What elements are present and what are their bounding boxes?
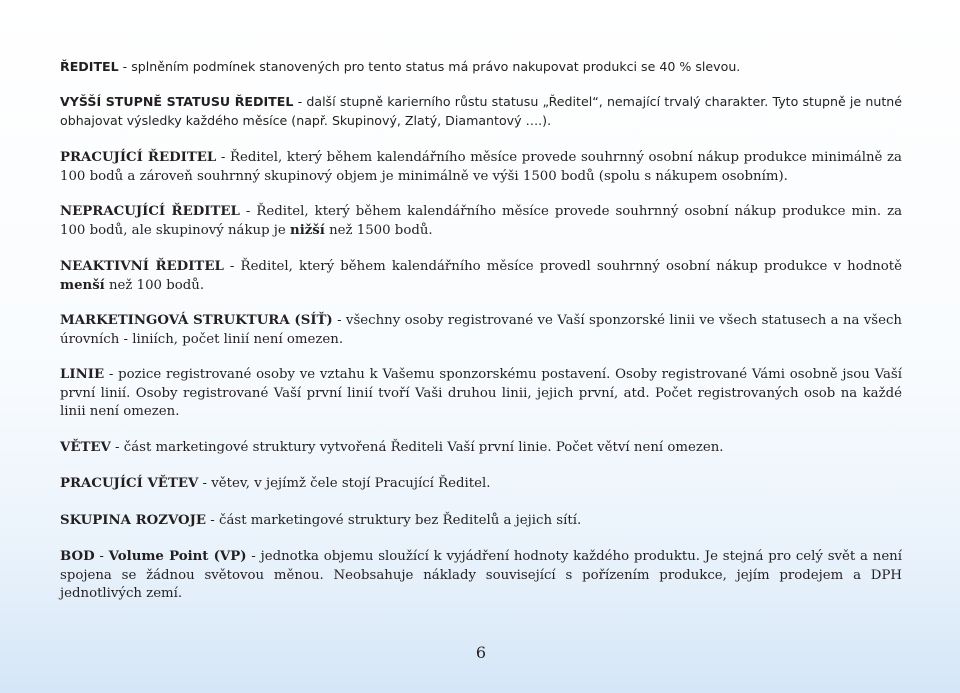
paragraph-marketingova-struktura [60,312,902,349]
definition-text: - pozice registrované osoby ve vztahu k Vašemu sponzorskému postavení. Osoby registrované Vámi osobně jsou Vaší první linií. Osoby registrované Vaší první linií tvoří Vaši druhou linii, jejich první, atd. Počet registrovaných osob na každé linii není omezen. [60,367,902,419]
page-number: 6 [475,643,487,662]
paragraph-bod [60,548,902,604]
document-page [60,0,902,693]
term-bold: nižší [290,222,325,238]
definition-text: - Ředitel, který během kalendářního měsíce provedl souhrnný osobní nákup produkce v hodnotě [223,259,902,274]
definition-text: - Ředitel, který během kalendářního měsíce provede souhrnný osobní nákup produkce min. za 100 bodů, ale skupinový nákup je [60,204,903,238]
term-bold: ŘEDITEL [60,59,119,74]
term-bold: menší [60,277,105,293]
paragraph-pracujici-vetev [60,475,902,494]
paragraph-linie [60,366,902,422]
definition-text: - splněním podmínek stanovených pro tento status má právo nakupovat produkci se 40 % slevou. [118,59,741,74]
definition-text: - všechny osoby registrované ve Vaší sponzorské linii ve všech statusech a na všech úrovních - liniích, počet linií není omezen. [60,313,902,347]
paragraph-pracujici-reditel [60,149,902,186]
paragraph-skupina-rozvoje [60,512,902,531]
term-bold: PRACUJÍCÍ ŘEDITEL [60,150,217,165]
definition-text: než 100 bodů. [104,277,205,293]
definition-text: než 1500 bodů. [324,222,433,238]
term-bold: Volume Point (VP) [108,549,247,564]
definition-text: - větev, v jejímž čele stojí Pracující Ředitel. [198,476,491,491]
paragraph-vyssi-stupne [60,93,902,130]
definition-text: - Ředitel, který během kalendářního měsíce provede souhrnný osobní nákup produkce minimálně za 100 bodů a zároveň souhrnný skupinový objem je minimálně ve výši 1500 bodů (spolu s nákupem osobním). [60,150,902,184]
definition-text: - [94,549,109,564]
paragraph-nepracujici-reditel [60,203,902,240]
definition-text: - část marketingové struktury bez Ředitelů a jejich sítí. [206,513,582,528]
definition-text: - další stupně karierního růstu statusu „Ředitel“, nemající trvalý charakter. Tyto stupně je nutné obhajovat výsledky každého měsíce (např. Skupinový, Zlatý, Diamantový ….). [60,94,902,128]
paragraph-vetev [60,439,902,458]
term-bold: PRACUJÍCÍ VĚTEV [60,476,199,491]
term-bold: BOD [60,549,95,564]
term-bold: NEPRACUJÍCÍ ŘEDITEL [60,204,240,219]
term-bold: MARKETINGOVÁ STRUKTURA (SÍŤ) [60,313,333,328]
term-bold: NEAKTIVNÍ ŘEDITEL [60,259,224,274]
definition-text: - část marketingové struktury vytvořená Řediteli Vaší první linie. Počet větví není omezen. [110,440,724,455]
term-bold: VĚTEV [60,440,111,455]
paragraph-reditel [60,58,902,77]
term-bold: SKUPINA ROZVOJE [60,513,207,528]
paragraph-neaktivni-reditel [60,258,902,295]
definition-text: - jednotka objemu sloužící k vyjádření hodnoty každého produktu. Je stejná pro celý svět a není spojena se žádnou světovou měnou. Neobsahuje náklady související s pořízením produkce, jejím prodejem a DPH jednotlivých zemí. [60,549,903,601]
term-bold: VYŠŠÍ STUPNĚ STATUSU ŘEDITEL [60,94,294,109]
term-bold: LINIE [60,367,105,382]
